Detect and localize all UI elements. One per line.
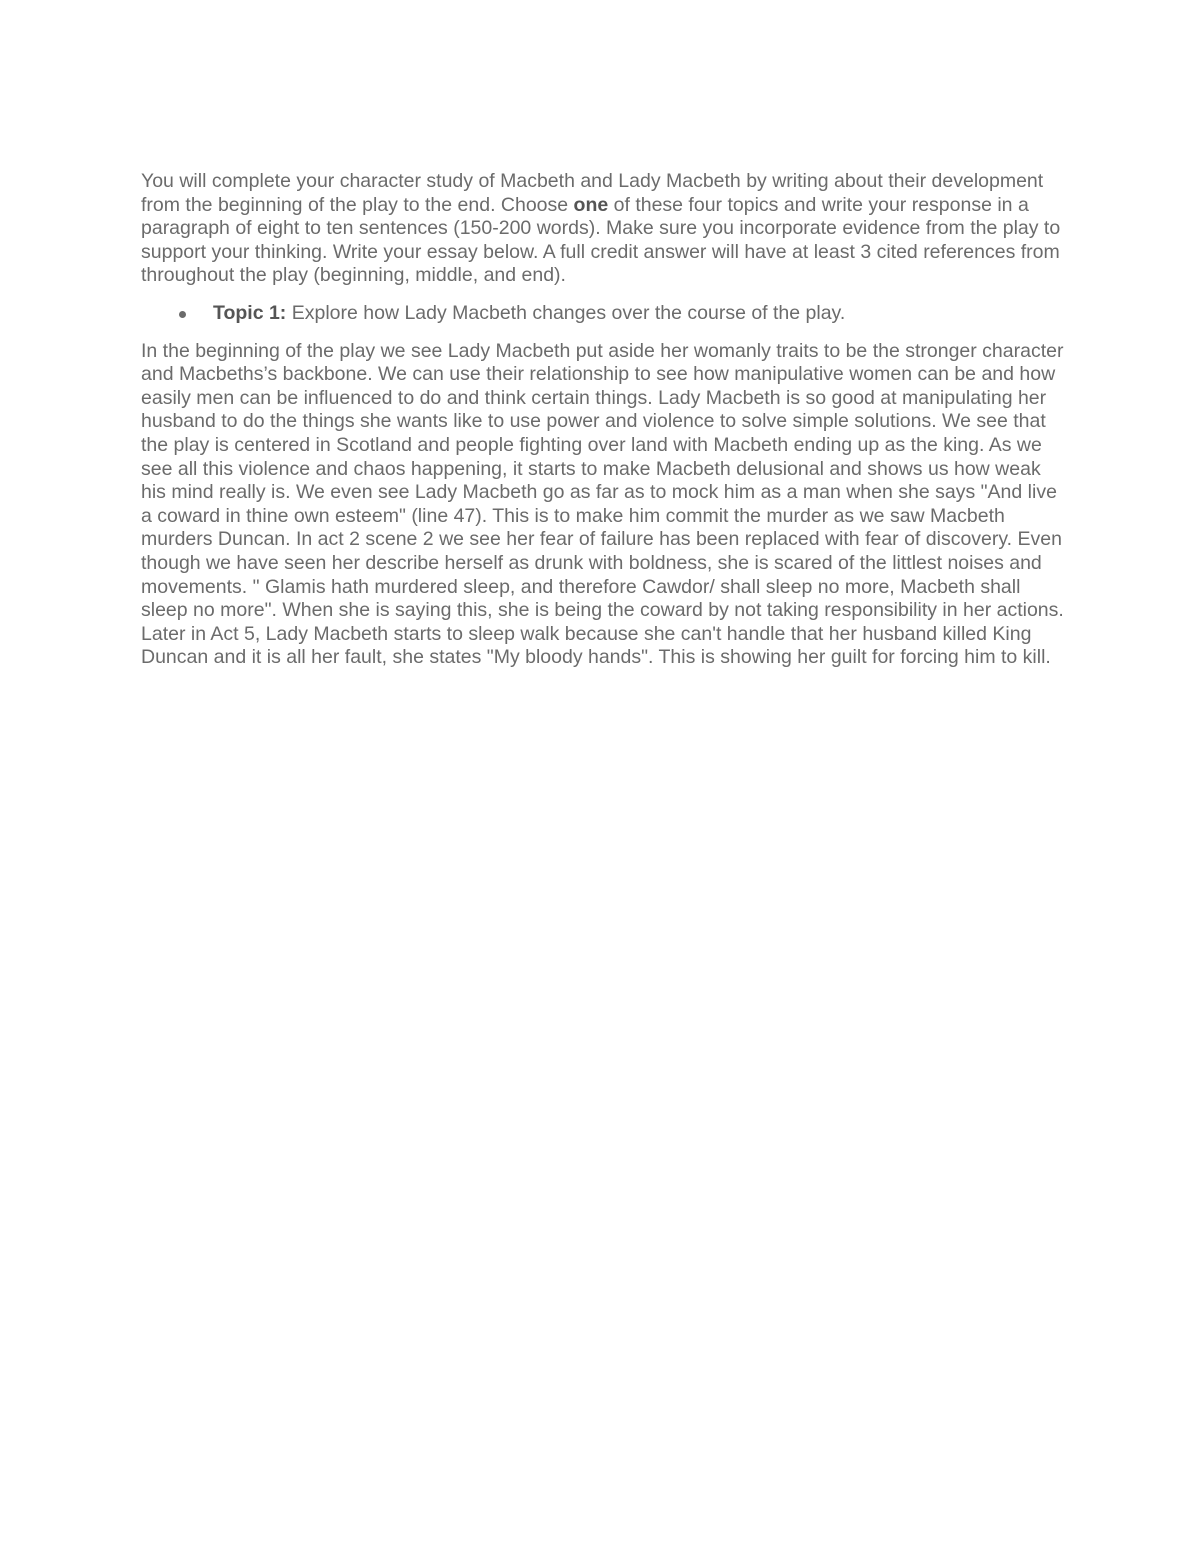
instructions-text-start: You will complete your character study of Macbeth and Lady Macbeth by writing about their development from the beginning of the play to the end. Choose xyxy=(141,170,1044,216)
topic-item xyxy=(141,302,1071,326)
instructions-text-end: of these four topics and write your response in a paragraph of eight to ten sentences (150-200 words). Make sure you incorporate evidence from the play to support your thinking. Write your essay below. A full credit answer will have at least 3 cited references from throughout the play (beginning, middle, and end). xyxy=(141,193,1061,287)
instructions-emphasis: one xyxy=(573,193,609,216)
topic-text: Explore how Lady Macbeth changes over the course of the play. xyxy=(286,301,846,324)
essay-response: In the beginning of the play we see Lady Macbeth put aside her womanly traits to be the stronger character and Macbeths’s backbone. We can use their relationship to see how manipulative women can be and how easily men can be influenced to do and think certain things. Lady Macbeth is so good at manipulating her husband to do the things she wants like to use power and violence to solve simple solutions. We see that the play is centered in Scotland and people fighting over land with Macbeth ending up as the king. As we see all this violence and chaos happening, it starts to make Macbeth delusional and shows us how weak his mind really is. We even see Lady Macbeth go as far as to mock him as a man when she says "And live a coward in thine own esteem" (line 47). This is to make him commit the murder as we saw Macbeth murders Duncan. In act 2 scene 2 we see her fear of failure has been replaced with fear of discovery. Even though we have seen her describe herself as drunk with boldness, she is scared of the littlest noises and movements. " Glamis hath murdered sleep, and therefore Cawdor/ shall sleep no more, Macbeth shall sleep no more". When she is saying this, she is being the coward by not taking responsibility in her actions. Later in Act 5, Lady Macbeth starts to sleep walk because she can't handle that her husband killed King Duncan and it is all her fault, she states "My bloody hands". This is showing her guilt for forcing him to kill. xyxy=(141,339,1064,669)
document-body xyxy=(141,170,1071,670)
topic-label: Topic 1: xyxy=(213,301,287,324)
assignment-instructions xyxy=(141,170,1071,288)
topic-list xyxy=(141,302,1071,326)
bullet-icon xyxy=(179,311,186,318)
